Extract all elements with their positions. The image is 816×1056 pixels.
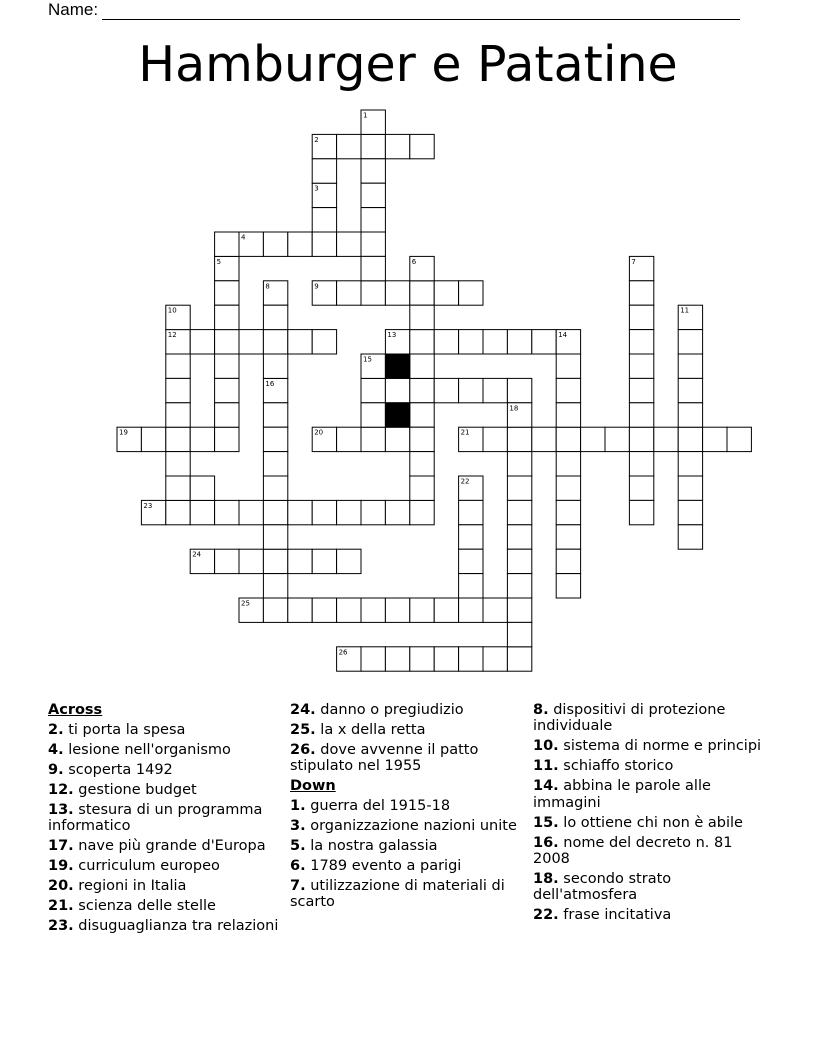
grid-cell[interactable] — [337, 281, 361, 305]
grid-cell[interactable] — [629, 305, 653, 329]
grid-cell[interactable] — [239, 500, 263, 524]
grid-cell[interactable] — [459, 330, 483, 354]
cell-number: 9 — [314, 282, 319, 291]
grid-cell[interactable] — [507, 500, 531, 524]
down-clue — [290, 818, 522, 834]
grid-cell[interactable] — [532, 427, 556, 451]
grid-cell[interactable] — [361, 256, 385, 280]
grid-cell[interactable] — [288, 232, 312, 256]
grid-cell[interactable] — [312, 232, 336, 256]
across-clue — [48, 858, 280, 874]
grid-cell[interactable] — [263, 476, 287, 500]
grid-cell[interactable] — [337, 549, 361, 573]
grid-cell[interactable] — [166, 452, 190, 476]
grid-cell[interactable] — [459, 549, 483, 573]
clue-text: stesura di un programma informatico — [48, 801, 263, 835]
clue-text: guerra del 1915-18 — [305, 798, 451, 815]
grid-cell[interactable] — [507, 427, 531, 451]
grid-cell[interactable] — [410, 281, 434, 305]
grid-cell[interactable] — [410, 647, 434, 671]
across-clue — [290, 722, 522, 738]
grid-cell[interactable] — [190, 330, 214, 354]
grid-cell[interactable] — [629, 281, 653, 305]
grid-cell[interactable] — [361, 500, 385, 524]
down-clue — [533, 778, 773, 811]
clue-number: 22. — [533, 907, 559, 924]
grid-cell[interactable] — [166, 427, 190, 451]
across-clue — [48, 762, 280, 778]
clue-text: sistema di norme e principi — [558, 738, 762, 755]
grid-cell[interactable] — [507, 622, 531, 646]
grid-cell[interactable] — [288, 598, 312, 622]
cell-number: 19 — [119, 428, 128, 437]
grid-cell[interactable] — [385, 598, 409, 622]
grid-cell[interactable] — [166, 354, 190, 378]
down-clue — [533, 702, 773, 735]
clue-text: nome del decreto n. 81 2008 — [533, 834, 733, 867]
clue-text: organizzazione nazioni unite — [305, 818, 517, 835]
grid-cell[interactable] — [263, 232, 287, 256]
clue-number: 9. — [48, 761, 64, 778]
down-clue — [533, 815, 773, 831]
grid-cell[interactable] — [410, 403, 434, 427]
grid-cell[interactable] — [629, 427, 653, 451]
cell-number: 5 — [216, 257, 222, 266]
clue-number: 8. — [533, 702, 549, 718]
cell-number: 21 — [460, 428, 470, 437]
grid-cell[interactable] — [190, 427, 214, 451]
clue-number: 13. — [48, 801, 74, 818]
grid-cell[interactable] — [263, 305, 287, 329]
grid-cell[interactable] — [434, 330, 458, 354]
grid-cell[interactable] — [361, 134, 385, 158]
grid-cell[interactable] — [312, 159, 336, 183]
grid-cell[interactable] — [556, 476, 580, 500]
grid-cell[interactable] — [215, 354, 239, 378]
grid-cell[interactable] — [288, 500, 312, 524]
grid-cell[interactable] — [361, 232, 385, 256]
blocked-cell — [385, 354, 409, 378]
grid-cell[interactable] — [361, 159, 385, 183]
across-clue — [48, 782, 280, 798]
blocked-cell — [385, 403, 409, 427]
grid-cell[interactable] — [215, 330, 239, 354]
cell-number: 10 — [167, 306, 177, 315]
grid-cell[interactable] — [166, 476, 190, 500]
grid-cell[interactable] — [190, 500, 214, 524]
cell-number: 7 — [631, 257, 636, 266]
clue-text: lo ottiene chi non è abile — [558, 814, 743, 831]
clue-text: frase incitativa — [558, 907, 672, 924]
clue-text: la x della retta — [315, 721, 426, 738]
clue-text: 1789 evento a parigi — [305, 858, 462, 875]
grid-cell[interactable] — [337, 134, 361, 158]
grid-cell[interactable] — [410, 598, 434, 622]
grid-cell[interactable] — [337, 598, 361, 622]
across-clue — [48, 898, 280, 914]
cell-number: 25 — [241, 599, 250, 608]
grid-cell[interactable] — [263, 403, 287, 427]
page-title: Hamburger e Patatine — [138, 36, 678, 93]
grid-cell[interactable] — [629, 452, 653, 476]
cell-number: 14 — [558, 331, 568, 340]
grid-cell[interactable] — [459, 500, 483, 524]
clue-number: 15. — [533, 814, 559, 831]
clue-number: 1. — [290, 798, 306, 815]
grid-cell[interactable] — [410, 500, 434, 524]
grid-cell[interactable] — [239, 549, 263, 573]
clue-number: 16. — [533, 834, 559, 851]
down-clue — [533, 738, 773, 754]
grid-cell[interactable] — [215, 378, 239, 402]
grid-cell[interactable] — [727, 427, 751, 451]
grid-cell[interactable] — [166, 378, 190, 402]
clue-number: 4. — [48, 741, 64, 758]
cell-number: 16 — [265, 379, 275, 388]
grid-cell[interactable] — [507, 330, 531, 354]
down-clue — [533, 835, 773, 868]
grid-cell[interactable] — [459, 525, 483, 549]
grid-cell[interactable] — [361, 183, 385, 207]
grid-cell[interactable] — [361, 427, 385, 451]
grid-cell[interactable] — [239, 330, 263, 354]
grid-cell[interactable] — [556, 403, 580, 427]
grid-cell[interactable] — [410, 330, 434, 354]
clue-number: 24. — [290, 702, 316, 718]
grid-cell[interactable] — [215, 500, 239, 524]
grid-cell[interactable] — [215, 549, 239, 573]
grid-cell[interactable] — [410, 378, 434, 402]
grid-cell[interactable] — [215, 281, 239, 305]
clue-number: 26. — [290, 741, 316, 758]
grid-cell[interactable] — [556, 452, 580, 476]
clue-text: danno o pregiudizio — [315, 702, 464, 718]
down-clue — [290, 858, 522, 874]
cell-number: 11 — [680, 306, 690, 315]
clue-text: schiaffo storico — [558, 758, 674, 775]
grid-cell[interactable] — [263, 598, 287, 622]
clue-number: 18. — [533, 870, 559, 887]
grid-cell[interactable] — [361, 378, 385, 402]
grid-cell[interactable] — [385, 647, 409, 671]
grid-cell[interactable] — [312, 330, 336, 354]
grid-cell[interactable] — [312, 208, 336, 232]
cell-number: 6 — [411, 257, 417, 266]
grid-cell[interactable] — [312, 500, 336, 524]
grid-cell[interactable] — [410, 305, 434, 329]
clue-number: 11. — [533, 758, 559, 775]
clue-text: nave più grande d'Europa — [73, 838, 266, 855]
grid-cell[interactable] — [385, 427, 409, 451]
grid-cell[interactable] — [361, 281, 385, 305]
clue-number: 3. — [290, 818, 306, 835]
grid-cell[interactable] — [263, 427, 287, 451]
grid-cell[interactable] — [459, 598, 483, 622]
grid-cell[interactable] — [410, 452, 434, 476]
grid-cell[interactable] — [483, 427, 507, 451]
grid-cell[interactable] — [581, 427, 605, 451]
clue-number: 21. — [48, 898, 74, 915]
grid-cell[interactable] — [605, 427, 629, 451]
grid-cell[interactable] — [507, 598, 531, 622]
grid-cell[interactable] — [483, 598, 507, 622]
clue-number: 23. — [48, 918, 74, 935]
grid-cell[interactable] — [337, 427, 361, 451]
clue-text: disuguaglianza tra relazioni — [73, 918, 279, 935]
clue-text: curriculum europeo — [73, 858, 220, 875]
across-clue — [290, 742, 522, 775]
grid-cell[interactable] — [434, 598, 458, 622]
clue-number: 10. — [533, 738, 559, 755]
clue-number: 12. — [48, 781, 74, 798]
clue-text: secondo strato dell'atmosfera — [533, 870, 672, 904]
across-clue — [48, 878, 280, 894]
grid-cell[interactable] — [337, 232, 361, 256]
grid-cell[interactable] — [263, 500, 287, 524]
grid-cell[interactable] — [678, 354, 702, 378]
grid-cell[interactable] — [703, 427, 727, 451]
grid-cell[interactable] — [385, 500, 409, 524]
grid-cell[interactable] — [556, 427, 580, 451]
grid-cell[interactable] — [361, 598, 385, 622]
cell-number: 26 — [338, 648, 348, 657]
grid-cell[interactable] — [507, 647, 531, 671]
clue-number: 6. — [290, 858, 306, 875]
grid-cell[interactable] — [629, 378, 653, 402]
grid-cell[interactable] — [337, 500, 361, 524]
down-clue — [290, 798, 522, 814]
clue-text: utilizzazione di materiali di scarto — [290, 878, 505, 911]
down-clue — [290, 878, 522, 911]
across-clue — [48, 722, 280, 738]
clue-text: la nostra galassia — [305, 838, 438, 855]
grid-cell[interactable] — [678, 330, 702, 354]
clues-column-2 — [290, 702, 522, 914]
grid-cell[interactable] — [166, 403, 190, 427]
clue-text: scoperta 1492 — [63, 761, 173, 778]
grid-cell[interactable] — [459, 574, 483, 598]
grid-cell[interactable] — [141, 427, 165, 451]
grid-cell[interactable] — [629, 330, 653, 354]
clues-column-3 — [533, 702, 773, 927]
clue-number: 25. — [290, 721, 316, 738]
grid-cell[interactable] — [556, 500, 580, 524]
grid-cell[interactable] — [629, 403, 653, 427]
grid-cell[interactable] — [263, 354, 287, 378]
down-clue — [533, 758, 773, 774]
across-header: Across — [48, 702, 103, 718]
grid-cell[interactable] — [312, 549, 336, 573]
cell-number: 22 — [460, 477, 470, 486]
grid-cell[interactable] — [361, 403, 385, 427]
grid-cell[interactable] — [629, 476, 653, 500]
clue-text: ti porta la spesa — [63, 721, 186, 738]
across-clue — [48, 838, 280, 854]
grid-cell[interactable] — [410, 476, 434, 500]
grid-cell[interactable] — [385, 378, 409, 402]
down-clue — [533, 871, 773, 904]
grid-cell[interactable] — [507, 378, 531, 402]
grid-cell[interactable] — [263, 525, 287, 549]
grid-cell[interactable] — [678, 525, 702, 549]
name-label: Name: — [48, 0, 99, 19]
grid-cell[interactable] — [678, 427, 702, 451]
grid-cell[interactable] — [507, 525, 531, 549]
grid-cell[interactable] — [654, 427, 678, 451]
grid-cell[interactable] — [507, 476, 531, 500]
cell-number: 8 — [265, 282, 270, 291]
cell-number: 13 — [387, 331, 397, 340]
grid-cell[interactable] — [410, 134, 434, 158]
clue-text: scienza delle stelle — [73, 898, 216, 915]
clue-number: 20. — [48, 878, 74, 895]
grid-cell[interactable] — [629, 354, 653, 378]
clue-number: 7. — [290, 878, 306, 895]
grid-cell[interactable] — [507, 574, 531, 598]
clue-text: dispositivi di protezione individuale — [533, 702, 726, 735]
clue-number: 14. — [533, 778, 559, 795]
grid-cell[interactable] — [483, 378, 507, 402]
grid-cell[interactable] — [215, 232, 239, 256]
grid-cell[interactable] — [385, 281, 409, 305]
cell-number: 3 — [314, 184, 319, 193]
grid-cell[interactable] — [678, 403, 702, 427]
across-clue — [48, 802, 280, 835]
grid-cell[interactable] — [556, 378, 580, 402]
grid-cell[interactable] — [532, 330, 556, 354]
grid-cell[interactable] — [434, 647, 458, 671]
cell-number: 1 — [363, 111, 368, 120]
grid-cell[interactable] — [361, 208, 385, 232]
grid-cell[interactable] — [312, 598, 336, 622]
grid-cell[interactable] — [459, 647, 483, 671]
grid-cell[interactable] — [263, 549, 287, 573]
grid-cell[interactable] — [678, 378, 702, 402]
grid-cell[interactable] — [556, 574, 580, 598]
cell-number: 23 — [143, 501, 153, 510]
cell-number: 12 — [167, 331, 177, 340]
grid-cell[interactable] — [678, 452, 702, 476]
grid-cell[interactable] — [678, 500, 702, 524]
cell-number: 18 — [509, 404, 519, 413]
grid-cell[interactable] — [434, 378, 458, 402]
clue-number: 5. — [290, 838, 306, 855]
grid-cell[interactable] — [166, 500, 190, 524]
grid-cell[interactable] — [288, 330, 312, 354]
grid-cell[interactable] — [459, 281, 483, 305]
cell-number: 15 — [363, 355, 372, 364]
grid-cell[interactable] — [556, 354, 580, 378]
grid-cell[interactable] — [263, 452, 287, 476]
grid-cell[interactable] — [410, 427, 434, 451]
grid-cell[interactable] — [410, 354, 434, 378]
grid-cell[interactable] — [556, 549, 580, 573]
cell-number: 24 — [192, 550, 202, 559]
grid-cell[interactable] — [215, 305, 239, 329]
grid-cell[interactable] — [263, 330, 287, 354]
grid-cell[interactable] — [629, 500, 653, 524]
cell-number: 20 — [314, 428, 324, 437]
down-list-b — [533, 702, 773, 923]
grid-cell[interactable] — [483, 330, 507, 354]
clue-text: regioni in Italia — [73, 878, 187, 895]
grid-cell[interactable] — [459, 378, 483, 402]
clue-text: gestione budget — [73, 781, 197, 798]
grid-cell[interactable] — [385, 134, 409, 158]
clue-number: 19. — [48, 858, 74, 875]
across-clue — [48, 742, 280, 758]
across-clue — [48, 918, 280, 934]
across-clue — [290, 702, 522, 718]
clue-number: 2. — [48, 721, 64, 738]
grid-cell[interactable] — [215, 427, 239, 451]
clue-text: abbina le parole alle immagini — [533, 778, 711, 811]
down-clue — [290, 838, 522, 854]
down-clue — [533, 907, 773, 923]
clue-text: dove avvenne il patto stipulato nel 1955 — [290, 741, 479, 775]
cell-number: 2 — [314, 135, 319, 144]
across-list-b — [290, 702, 522, 775]
down-header: Down — [290, 778, 336, 795]
clue-text: lesione nell'organismo — [63, 741, 231, 758]
clues-column-1 — [48, 702, 280, 938]
down-list-a — [290, 798, 522, 911]
grid-cell[interactable] — [678, 476, 702, 500]
grid-cell[interactable] — [288, 549, 312, 573]
grid-cell[interactable] — [190, 476, 214, 500]
grid-cell[interactable] — [215, 403, 239, 427]
clue-number: 17. — [48, 838, 74, 855]
grid-cell[interactable] — [263, 574, 287, 598]
grid-cell[interactable] — [507, 452, 531, 476]
cell-number: 4 — [241, 233, 246, 242]
across-list-a — [48, 722, 280, 934]
grid-cell[interactable] — [434, 281, 458, 305]
grid-cell[interactable] — [483, 647, 507, 671]
grid-cell[interactable] — [556, 525, 580, 549]
grid-cell[interactable] — [361, 647, 385, 671]
grid-cell[interactable] — [507, 549, 531, 573]
